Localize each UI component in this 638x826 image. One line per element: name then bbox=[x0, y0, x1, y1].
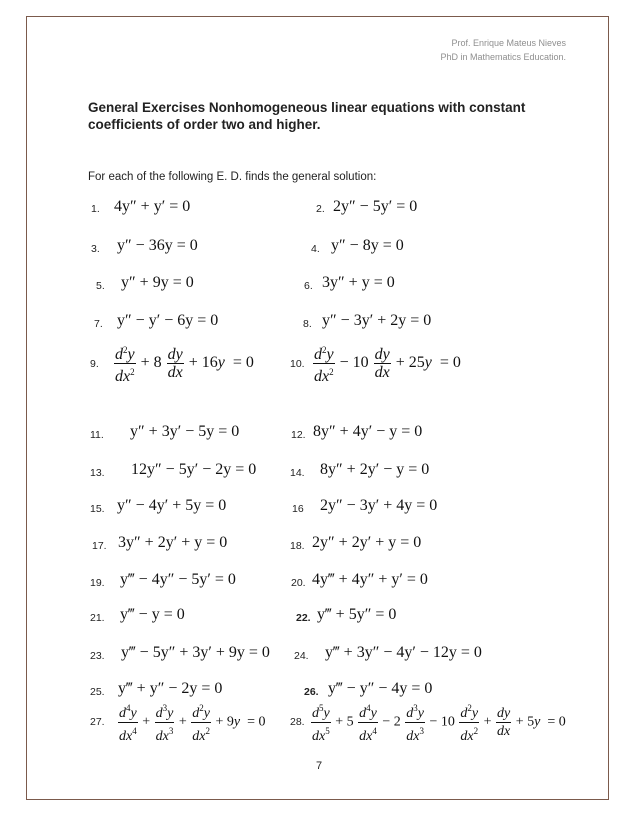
fraction: $\frac{d^5y}{dx^5}$ bbox=[311, 700, 331, 745]
exercise-number: 26. bbox=[304, 686, 319, 698]
equation: y″ − y′ − 6y = 0 bbox=[117, 312, 219, 329]
equation: 4y‴ + 4y″ + y′ = 0 bbox=[312, 571, 428, 588]
equation: y″ + 3y′ − 5y = 0 bbox=[130, 423, 240, 440]
equation: y‴ − y = 0 bbox=[120, 606, 185, 623]
equation: y‴ − 4y″ − 5y′ = 0 bbox=[120, 571, 236, 588]
equation: y‴ − 5y″ + 3y′ + 9y = 0 bbox=[121, 644, 270, 661]
exercise-number: 25. bbox=[90, 686, 105, 698]
equation: 8y″ + 2y′ − y = 0 bbox=[320, 461, 430, 478]
fraction: $\frac{d^2y}{dx^2}$ bbox=[191, 700, 211, 745]
exercise-number: 21. bbox=[90, 612, 105, 624]
equation: y″ − 3y′ + 2y = 0 bbox=[322, 312, 432, 329]
exercise-number: 19. bbox=[90, 577, 105, 589]
equation: y″ − 8y = 0 bbox=[331, 237, 404, 254]
exercise-number: 23. bbox=[90, 650, 105, 662]
equation-fraction: $\frac{d^2y}{dx^2}$ − 10 $\frac{dy}{dx}$ + 25y = 0 bbox=[312, 342, 461, 385]
equation: y″ − 4y′ + 5y = 0 bbox=[117, 497, 227, 514]
exercise-number: 12. bbox=[291, 429, 306, 441]
equation-fraction: $\frac{d^4y}{dx^4}$ + $\frac{d^3y}{dx^3}$ + $\frac{d^2y}{dx^2}$ + 9y = 0 bbox=[117, 700, 266, 745]
page-title: General Exercises Nonhomogeneous linear equations with constant coefficients of order two and higher. bbox=[88, 100, 526, 132]
exercise-number: 2. bbox=[316, 203, 325, 215]
fraction: $\frac{d^2y}{dx^2}$ bbox=[459, 700, 479, 745]
exercise-number: 28. bbox=[290, 716, 305, 728]
equation: 3y″ + 2y′ + y = 0 bbox=[118, 534, 228, 551]
fraction: $\frac{d^3y}{dx^3}$ bbox=[405, 700, 425, 745]
equation: 2y″ − 5y′ = 0 bbox=[333, 198, 418, 215]
equation: y‴ + y″ − 2y = 0 bbox=[118, 680, 223, 697]
exercise-number: 24. bbox=[294, 650, 309, 662]
equation-fraction: $\frac{d^5y}{dx^5}$ + 5 $\frac{d^4y}{dx^4}$ − 2 $\frac{d^3y}{dx^3}$ − 10 $\frac{d^2y}{dx^2}$ + $\frac{dy}{dx}$ + 5y = 0 bbox=[310, 700, 566, 745]
exercise-number: 14. bbox=[290, 467, 305, 479]
exercise-number: 15. bbox=[90, 503, 105, 515]
author-degree: PhD in Mathematics Education. bbox=[440, 52, 566, 62]
equation: y‴ − y″ − 4y = 0 bbox=[328, 680, 433, 697]
equation: 2y″ − 3y′ + 4y = 0 bbox=[320, 497, 438, 514]
instructions: For each of the following E. D. finds the general solution: bbox=[88, 171, 377, 183]
exercise-number: 1. bbox=[91, 203, 100, 215]
exercise-number: 27. bbox=[90, 716, 105, 728]
fraction: $\frac{dy}{dx}$ bbox=[497, 706, 511, 739]
fraction: $\frac{d^4y}{dx^4}$ bbox=[358, 700, 378, 745]
exercise-number: 22. bbox=[296, 612, 311, 624]
exercise-number: 20. bbox=[291, 577, 306, 589]
exercise-number: 5. bbox=[96, 280, 105, 292]
page-border bbox=[26, 16, 609, 800]
fraction: $\frac{dy}{dx}$ bbox=[374, 346, 390, 381]
equation: 12y″ − 5y′ − 2y = 0 bbox=[131, 461, 257, 478]
exercise-number: 7. bbox=[94, 318, 103, 330]
fraction: $\frac{dy}{dx}$ bbox=[167, 346, 183, 381]
exercise-number: 10. bbox=[290, 358, 305, 370]
exercise-number: 17. bbox=[92, 540, 107, 552]
exercise-number: 6. bbox=[304, 280, 313, 292]
equation: y″ + 9y = 0 bbox=[121, 274, 194, 291]
equation: y″ − 36y = 0 bbox=[117, 237, 198, 254]
exercise-number: 18. bbox=[290, 540, 305, 552]
fraction: $\frac{d^2y}{dx^2}$ bbox=[114, 342, 136, 385]
page-header bbox=[440, 36, 566, 64]
fraction: $\frac{d^3y}{dx^3}$ bbox=[155, 700, 175, 745]
fraction: $\frac{d^4y}{dx^4}$ bbox=[118, 700, 138, 745]
fraction: $\frac{d^2y}{dx^2}$ bbox=[313, 342, 335, 385]
exercise-number: 13. bbox=[90, 467, 105, 479]
exercise-number: 3. bbox=[91, 243, 100, 255]
equation: 4y″ + y′ = 0 bbox=[114, 198, 191, 215]
exercise-number: 8. bbox=[303, 318, 312, 330]
equation: 3y″ + y = 0 bbox=[322, 274, 395, 291]
exercise-number: 11. bbox=[90, 429, 104, 441]
exercise-number: 4. bbox=[311, 243, 320, 255]
equation: y‴ + 5y″ = 0 bbox=[317, 606, 397, 623]
equation: 2y″ + 2y′ + y = 0 bbox=[312, 534, 422, 551]
page-number: 7 bbox=[315, 760, 323, 772]
author-name: Prof. Enrique Mateus Nieves bbox=[451, 38, 566, 48]
equation-fraction: $\frac{d^2y}{dx^2}$ + 8 $\frac{dy}{dx}$ + 16y = 0 bbox=[113, 342, 254, 385]
exercise-number: 16 bbox=[292, 503, 304, 515]
equation: y‴ + 3y″ − 4y′ − 12y = 0 bbox=[325, 644, 482, 661]
exercise-number: 9. bbox=[90, 358, 99, 370]
equation: 8y″ + 4y′ − y = 0 bbox=[313, 423, 423, 440]
